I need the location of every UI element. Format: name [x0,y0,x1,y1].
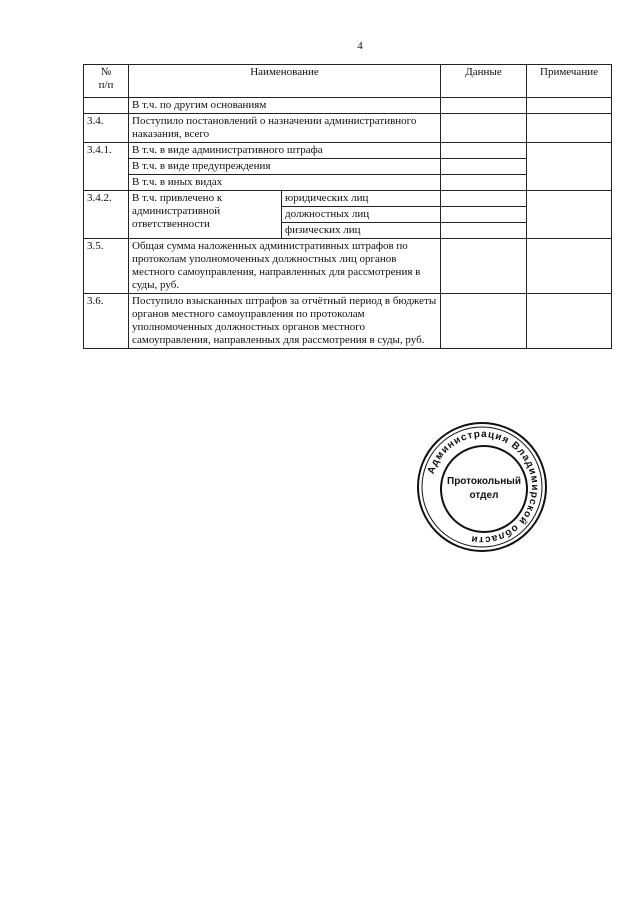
header-data: Данные [441,65,527,98]
data-cell[interactable] [441,191,527,207]
header-note: Примечание [527,65,612,98]
table-row [84,239,612,294]
row-num: 3.5. [84,239,129,294]
data-cell[interactable] [441,114,527,143]
note-cell[interactable] [527,98,612,114]
data-cell[interactable] [441,159,527,175]
row-name: Поступило взысканных штрафов за отчётный период в бюджеты органов местного самоуправления по протоколам уполномоченных должностных органов местного самоуправления, направленных для рассмотрения в суды, руб. [129,294,441,349]
row-sub-name: юридических лиц [282,191,441,207]
note-cell[interactable] [527,191,612,239]
header-name: Наименование [129,65,441,98]
page-number: 4 [357,40,363,52]
note-cell[interactable] [527,294,612,349]
row-sub-name: В т.ч. в виде предупреждения [129,159,441,175]
row-sub-name: должностных лиц [282,207,441,223]
table-row [84,114,612,143]
header-row [84,65,612,98]
report-table [83,64,612,349]
data-cell[interactable] [441,98,527,114]
data-cell[interactable] [441,143,527,159]
row-name: В т.ч. по другим основаниям [129,98,441,114]
official-stamp [416,421,548,553]
row-num: 3.4.2. [84,191,129,239]
note-cell[interactable] [527,239,612,294]
row-sub-name: физических лиц [282,223,441,239]
row-num [84,98,129,114]
row-num: 3.4.1. [84,143,129,191]
note-cell[interactable] [527,114,612,143]
data-cell[interactable] [441,207,527,223]
row-name: Поступило постановлений о назначении административного наказания, всего [129,114,441,143]
table-row [84,294,612,349]
stamp-center-line2: отдел [469,490,499,501]
table-row [84,98,612,114]
row-name: Общая сумма наложенных административных штрафов по протоколам уполномоченных должностных лиц органов местного самоуправления, направленных для рассмотрения в суды, руб. [129,239,441,294]
table-row [84,143,612,159]
stamp-center-line1: Протокольный [447,476,521,487]
note-cell[interactable] [527,143,612,191]
row-num: 3.4. [84,114,129,143]
data-cell[interactable] [441,239,527,294]
row-num: 3.6. [84,294,129,349]
data-cell[interactable] [441,175,527,191]
stamp-ring-text: Администрация Владимирской области [425,428,541,546]
header-num [84,65,129,98]
row-sub-name: В т.ч. в иных видах [129,175,441,191]
stamp-center [440,445,528,533]
data-cell[interactable] [441,223,527,239]
data-cell[interactable] [441,294,527,349]
row-sub-name: В т.ч. в виде административного штрафа [129,143,441,159]
table-row [84,191,612,207]
row-name: В т.ч. привлечено к административной ответственности [129,191,282,239]
header-num-label: № п/п [98,66,114,91]
